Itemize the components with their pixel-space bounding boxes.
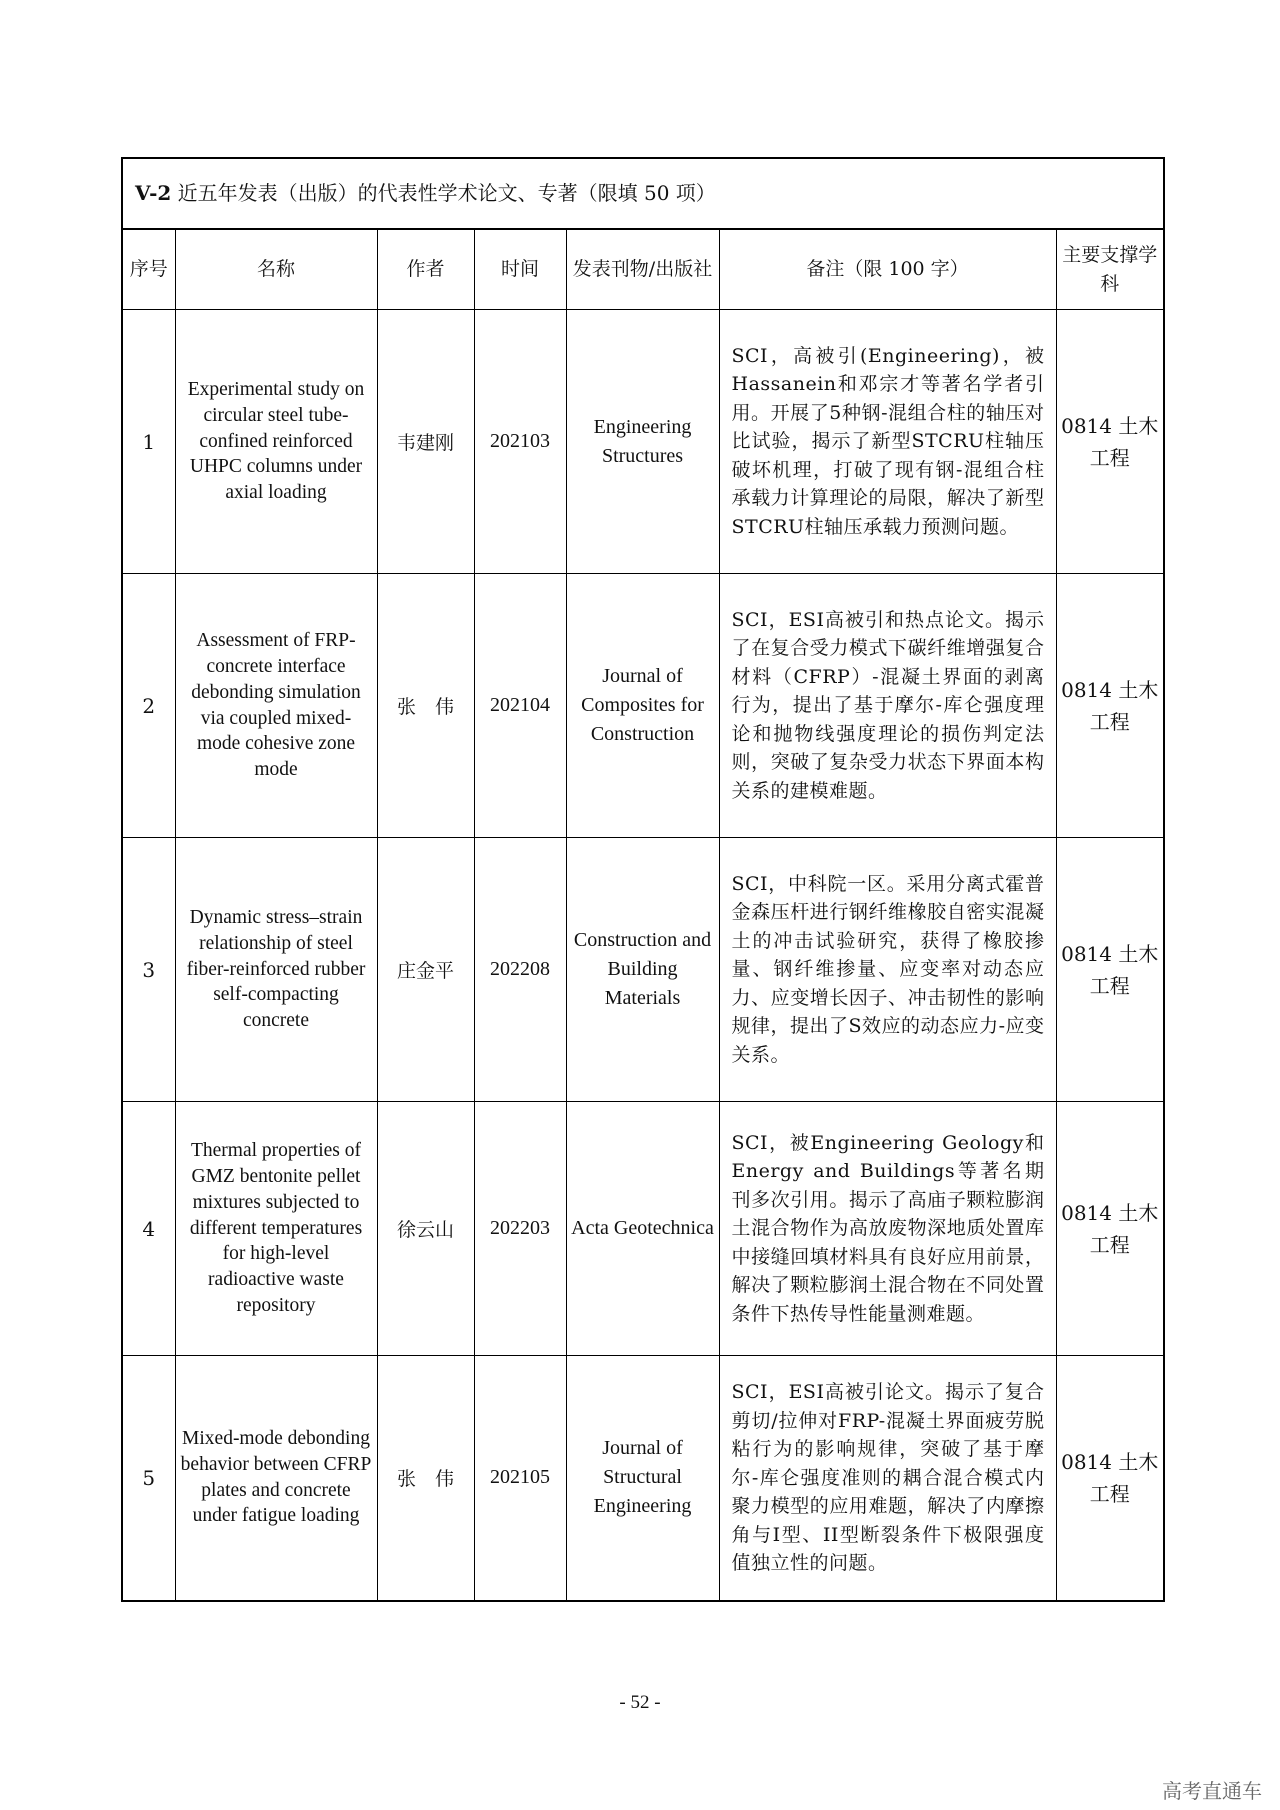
header-name: 名称 — [175, 230, 377, 310]
paper-remark: SCI，ESI高被引和热点论文。揭示了在复合受力模式下碳纤维增强复合材料（CFRP）-混凝土界面的剥离行为，提出了基于摩尔-库仑强度理论和抛物线强度理论的损伤判定法则，突破了复杂受力状态下界面本构关系的建模难题。 — [719, 574, 1056, 838]
paper-title: Thermal properties of GMZ bentonite pellet mixtures subjected to different temperatures for high-level radioactive waste repository — [175, 1102, 377, 1356]
paper-journal: Acta Geotechnica — [566, 1102, 719, 1356]
header-remark: 备注（限 100 字） — [719, 230, 1056, 310]
table-row — [123, 310, 1163, 574]
row-number: 5 — [123, 1356, 175, 1600]
paper-title: Experimental study on circular steel tube-confined reinforced UHPC columns under axial loading — [175, 310, 377, 574]
paper-remark: SCI，ESI高被引论文。揭示了复合剪切/拉伸对FRP-混凝土界面疲劳脱粘行为的影响规律，突破了基于摩尔-库仑强度准则的耦合混合模式内聚力模型的应用难题，解决了内摩擦角与I型、II型断裂条件下极限强度值独立性的问题。 — [719, 1356, 1056, 1600]
header-no: 序号 — [123, 230, 175, 310]
table-header-row — [123, 230, 1163, 310]
header-time: 时间 — [474, 230, 566, 310]
paper-subject: 0814 土木工程 — [1056, 310, 1163, 574]
table-row — [123, 1102, 1163, 1356]
paper-subject: 0814 土木工程 — [1056, 574, 1163, 838]
paper-author: 张 伟 — [377, 1356, 474, 1600]
header-author: 作者 — [377, 230, 474, 310]
paper-journal: Journal of Structural Engineering — [566, 1356, 719, 1600]
paper-subject: 0814 土木工程 — [1056, 1102, 1163, 1356]
table-row — [123, 1356, 1163, 1600]
paper-author: 徐云山 — [377, 1102, 474, 1356]
paper-time: 202103 — [474, 310, 566, 574]
paper-author: 张 伟 — [377, 574, 474, 838]
row-number: 2 — [123, 574, 175, 838]
paper-author: 韦建刚 — [377, 310, 474, 574]
header-journal: 发表刊物/出版社 — [566, 230, 719, 310]
watermark-text: 高考直通车 — [1162, 1779, 1262, 1803]
paper-journal: Journal of Composites for Construction — [566, 574, 719, 838]
row-number: 1 — [123, 310, 175, 574]
paper-time: 202104 — [474, 574, 566, 838]
row-number: 3 — [123, 838, 175, 1102]
paper-subject: 0814 土木工程 — [1056, 838, 1163, 1102]
row-number: 4 — [123, 1102, 175, 1356]
paper-time: 202208 — [474, 838, 566, 1102]
paper-time: 202203 — [474, 1102, 566, 1356]
paper-subject: 0814 土木工程 — [1056, 1356, 1163, 1600]
paper-remark: SCI，被Engineering Geology和Energy and Buildings等著名期刊多次引用。揭示了高庙子颗粒膨润土混合物作为高放废物深地质处置库中接缝回填材料具有良好应用前景，解决了颗粒膨润土混合物在不同处置条件下热传导性能量测难题。 — [719, 1102, 1056, 1356]
section-title-text: 近五年发表（出版）的代表性学术论文、专著（限填 50 项） — [177, 181, 716, 205]
paper-title: Assessment of FRP-concrete interface debonding simulation via coupled mixed-mode cohesive zone mode — [175, 574, 377, 838]
paper-time: 202105 — [474, 1356, 566, 1600]
paper-remark: SCI，中科院一区。采用分离式霍普金森压杆进行钢纤维橡胶自密实混凝土的冲击试验研究，获得了橡胶掺量、钢纤维掺量、应变率对动态应力、应变增长因子、冲击韧性的影响规律，提出了S效应的动态应力-应变关系。 — [719, 838, 1056, 1102]
header-subject: 主要支撑学科 — [1056, 230, 1163, 310]
page-number: - 52 - — [619, 1692, 661, 1713]
table-row — [123, 574, 1163, 838]
representative-papers-table — [121, 157, 1165, 1602]
table-row — [123, 838, 1163, 1102]
paper-journal: Construction and Building Materials — [566, 838, 719, 1102]
section-title — [123, 159, 1163, 230]
papers-table — [123, 230, 1163, 1600]
paper-title: Mixed-mode debonding behavior between CFRP plates and concrete under fatigue loading — [175, 1356, 377, 1600]
paper-author: 庄金平 — [377, 838, 474, 1102]
paper-remark: SCI，高被引(Engineering)，被Hassanein和邓宗才等著名学者引用。开展了5种钢-混组合柱的轴压对比试验，揭示了新型STCRU柱轴压破坏机理，打破了现有钢-混组合柱承载力计算理论的局限，解决了新型STCRU柱轴压承载力预测问题。 — [719, 310, 1056, 574]
paper-title: Dynamic stress–strain relationship of steel fiber-reinforced rubber self-compacting concrete — [175, 838, 377, 1102]
section-code: V-2 — [135, 181, 172, 205]
paper-journal: Engineering Structures — [566, 310, 719, 574]
